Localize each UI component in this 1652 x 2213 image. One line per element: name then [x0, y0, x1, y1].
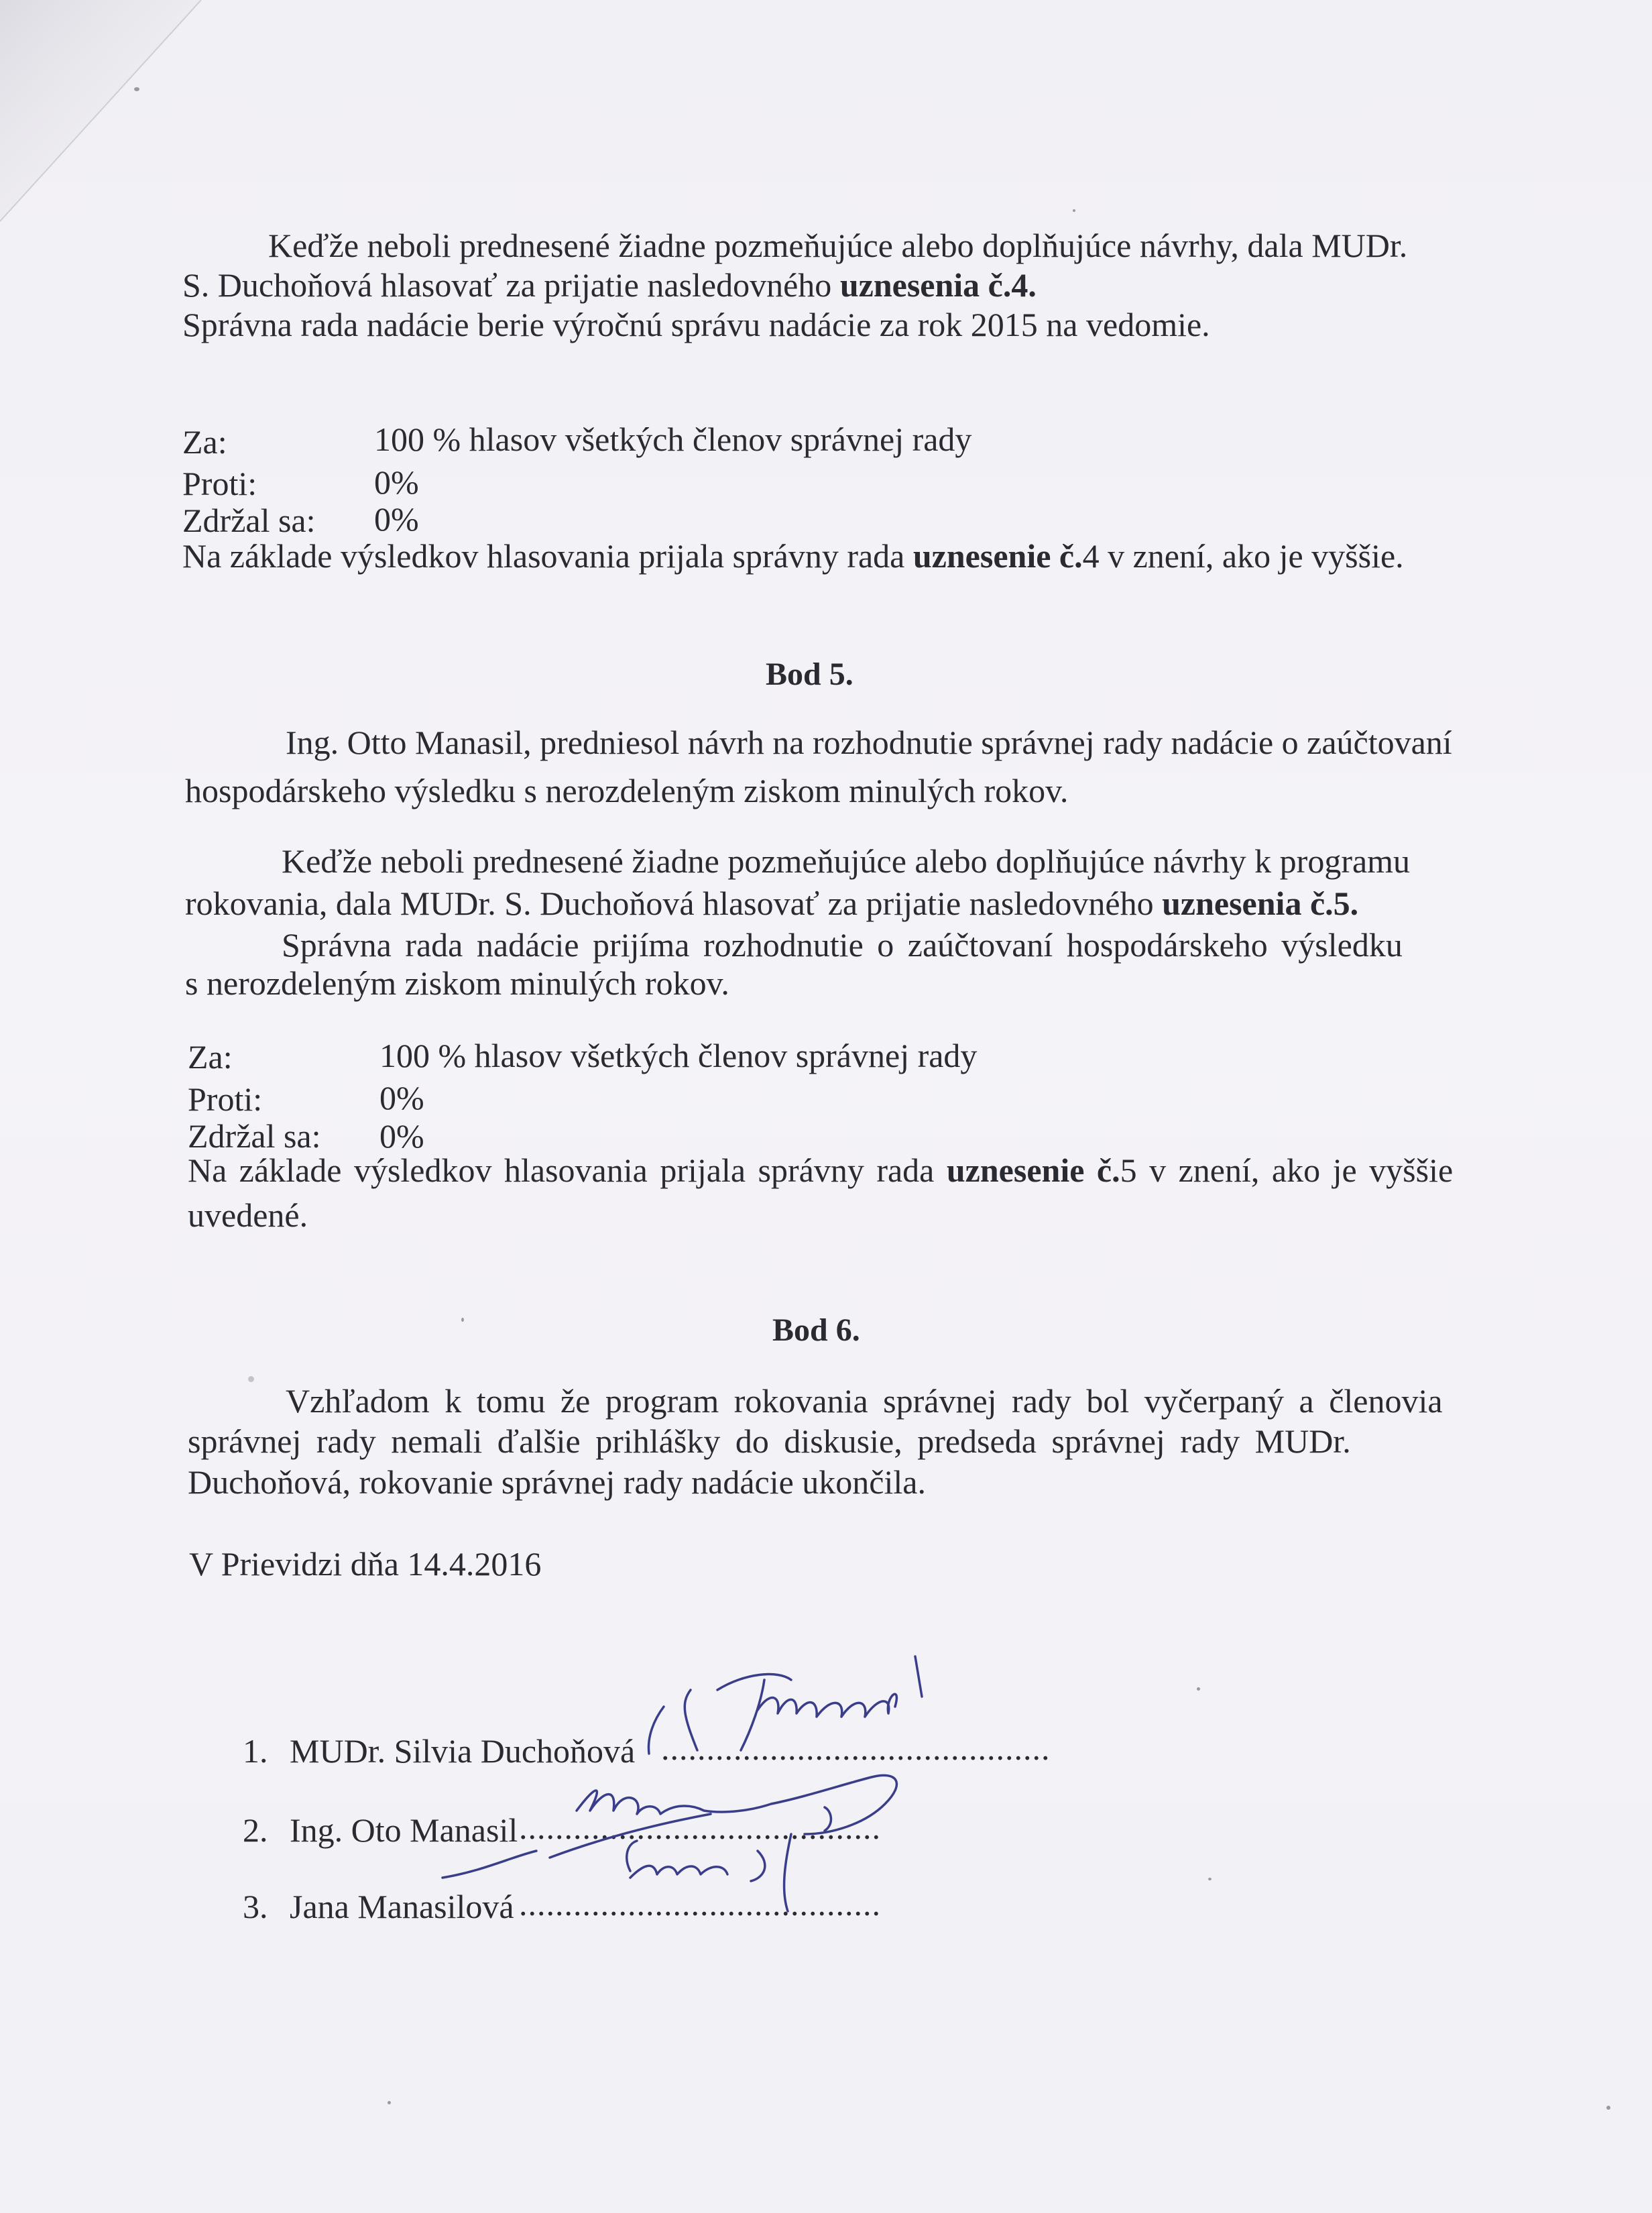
- scan-speck: [461, 1318, 464, 1322]
- vote5-proti-value: 0%: [379, 1079, 424, 1117]
- vote5-result-line2: uvedené.: [188, 1196, 308, 1234]
- page-fold-shadow: [0, 0, 221, 241]
- signatory-3-dots: ........................................: [519, 1885, 881, 1923]
- block1-line2: S. Duchoňová hlasovať za prijatie nasledovného uznesenia č.4.: [182, 266, 1037, 304]
- signatory-1-name: MUDr. Silvia Duchoňová: [290, 1732, 636, 1770]
- bod6-line3: Duchoňová, rokovanie správnej rady nadácie ukončila.: [188, 1463, 926, 1501]
- signatory-2-dots: ........................................: [519, 1809, 881, 1846]
- bod6-line2: správnej rady nemali ďalšie prihlášky do diskusie, predseda správnej rady MUDr.: [188, 1422, 1351, 1460]
- scan-speck: [388, 2101, 391, 2104]
- bod6-line1: Vzhľadom k tomu že program rokovania správnej rady bol vyčerpaný a členovia: [286, 1382, 1443, 1420]
- place-date: V Prievidzi dňa 14.4.2016: [189, 1545, 542, 1583]
- vote5-proti-label: Proti:: [188, 1080, 263, 1118]
- scan-speck: [1208, 1878, 1212, 1880]
- bod6-heading: Bod 6.: [772, 1312, 860, 1348]
- vote4-zdrzal-value: 0%: [374, 500, 419, 538]
- signatory-2-number: 2.: [243, 1811, 268, 1849]
- scan-speck: [1606, 2106, 1610, 2110]
- vote5-za-value: 100 % hlasov všetkých členov správnej rady: [379, 1037, 978, 1074]
- vote5-zdrzal-value: 0%: [379, 1117, 424, 1155]
- bod5-p2-line2: rokovania, dala MUDr. S. Duchoňová hlasovať za prijatie nasledovného uznesenia č.5.: [185, 885, 1359, 922]
- vote4-proti-label: Proti:: [182, 465, 257, 502]
- vote5-result: Na základe výsledkov hlasovania prijala správny rada uznesenie č.5 v znení, ako je vyššie: [188, 1151, 1454, 1189]
- scan-speck: [1197, 1687, 1200, 1691]
- vote4-za-value: 100 % hlasov všetkých členov správnej rady: [374, 420, 972, 458]
- vote5-zdrzal-label: Zdržal sa:: [188, 1117, 321, 1155]
- bod5-p2-line4: s nerozdeleným ziskom minulých rokov.: [185, 964, 729, 1002]
- signatory-1-dots: ...........................................: [661, 1729, 1051, 1767]
- bod5-p1-line2: hospodárskeho výsledku s nerozdeleným ziskom minulých rokov.: [185, 772, 1069, 809]
- vote4-proti-value: 0%: [374, 463, 419, 501]
- vote4-zdrzal-label: Zdržal sa:: [182, 502, 316, 539]
- signatory-2-name: Ing. Oto Manasil: [290, 1811, 518, 1849]
- bod5-p1-line1: Ing. Otto Manasil, predniesol návrh na rozhodnutie správnej rady nadácie o zaúčtovaní: [286, 724, 1452, 761]
- bod5-heading: Bod 5.: [766, 657, 853, 692]
- vote4-za-label: Za:: [182, 423, 227, 461]
- signatory-1-number: 1.: [243, 1732, 268, 1770]
- block1-line3: Správna rada nadácie berie výročnú správu nadácie za rok 2015 na vedomie.: [182, 306, 1210, 343]
- scan-speck: [134, 87, 139, 91]
- signatory-3-number: 3.: [243, 1888, 268, 1925]
- bod5-p2-line3: Správna rada nadácie prijíma rozhodnutie o zaúčtovaní hospodárskeho výsledku: [282, 926, 1403, 964]
- vote5-za-label: Za:: [188, 1038, 233, 1076]
- bod5-p2-line1: Keďže neboli prednesené žiadne pozmeňujúce alebo doplňujúce návrhy k programu: [282, 842, 1411, 880]
- signatory-3-name: Jana Manasilová: [290, 1888, 514, 1925]
- vote4-result: Na základe výsledkov hlasovania prijala správny rada uznesenie č.4 v znení, ako je vyššie.: [182, 537, 1404, 575]
- block1-line1: Keďže neboli prednesené žiadne pozmeňujúce alebo doplňujúce návrhy, dala MUDr.: [268, 227, 1408, 264]
- scan-speck: [1073, 209, 1075, 212]
- scan-speck: [248, 1376, 254, 1382]
